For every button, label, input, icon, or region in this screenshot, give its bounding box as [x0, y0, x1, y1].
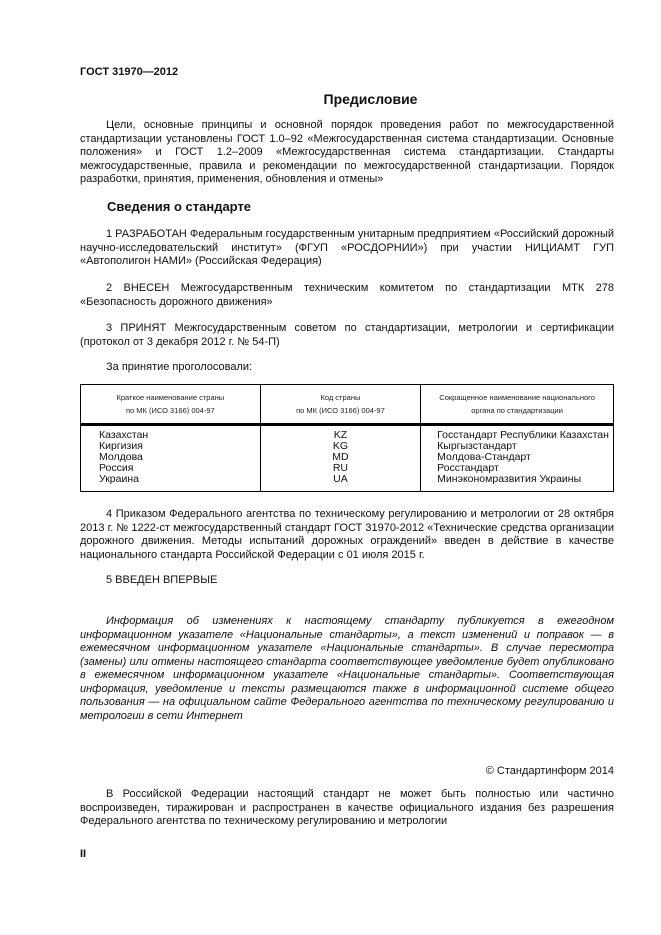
header-code: Код страны по МК (ИСО 3166) 004-97 — [260, 385, 420, 425]
voting-table — [80, 384, 614, 492]
standard-info-title: Сведения о стандарте — [107, 199, 252, 214]
code-column — [260, 425, 420, 492]
country-cell: Украина — [99, 473, 139, 485]
body-cell: Росстандарт — [437, 462, 499, 474]
amendments-notice: Информация об изменениях к настоящему стандарту публикуется в ежегодном информационном указателе «Национальные стандарты», а текст изменений и поправок — в ежемесячном информационном указателе «Национальные стандарты». В случае пересмотра (замены) или отмены настоящего стандарта соответствующее уведомление будет опубликовано в ежемесячном информационном указателе «Национальные стандарты». Соответствующая информация, уведомление и тексты размещаются также в информационной системе общего пользования — на официальном сайте Федерального агентства по техническому регулированию и метрологии в сети Интернет — [80, 615, 614, 722]
document-code: ГОСТ 31970—2012 — [80, 66, 179, 78]
info-item-3: 3 ПРИНЯТ Межгосударственным советом по стандартизации, метрологии и сертификации (протокол от 3 декабря 2012 г. № 54-П) — [80, 322, 614, 348]
table-header-row — [81, 385, 614, 425]
table-row — [81, 425, 614, 492]
body-cell: Кыргызстандарт — [437, 440, 517, 452]
reproduction-rights: В Российской Федерации настоящий стандарт не может быть полностью или частично воспроизведен, тиражирован и распространен в качестве официального издания без разрешения Федерального агентства по техническому регулированию и метрологии — [80, 788, 614, 827]
country-cell: Молдова — [99, 451, 143, 463]
country-cell: Киргизия — [99, 440, 143, 452]
body-cell: Молдова-Стандарт — [437, 451, 531, 463]
code-cell: UA — [333, 473, 348, 485]
vote-label: За принятие проголосовали: — [106, 361, 253, 373]
country-column — [81, 425, 261, 492]
info-item-2: 2 ВНЕСЕН Межгосударственным техническим комитетом по стандартизации МТК 278 «Безопасность дорожного движения» — [80, 282, 614, 308]
country-cell: Россия — [99, 462, 134, 474]
page-number: II — [80, 848, 87, 860]
body-column — [421, 425, 614, 492]
body-cell: Минэкономразвития Украины — [437, 473, 582, 485]
code-cell: RU — [332, 462, 349, 474]
header-body: Сокращенное наименование национального органа по стандартизации — [421, 385, 614, 425]
code-cell: KZ — [333, 429, 348, 441]
info-item-1: 1 РАЗРАБОТАН Федеральным государственным унитарным предприятием «Российский дорожный научно-исследовательский институт» (ФГУП «РОСДОРНИИ») при участии НИЦИАМТ ГУП «Автополигон НАМИ» (Российская Федерация) — [80, 228, 614, 267]
header-country: Краткое наименование страны по МК (ИСО 3166) 004-97 — [81, 385, 261, 425]
body-cell: Госстандарт Республики Казахстан — [437, 429, 609, 441]
code-cell: MD — [332, 451, 349, 463]
copyright: © Стандартинформ 2014 — [485, 765, 614, 777]
code-cell: KG — [332, 440, 349, 452]
country-cell: Казахстан — [99, 429, 149, 441]
info-item-4: 4 Приказом Федерального агентства по техническому регулированию и метрологии от 28 октября 2013 г. № 1222-ст межгосударственный стандарт ГОСТ 31970-2012 «Технические средства организации дорожного движения. Методы испытаний дорожных ограждений» введен в действие в качестве национального стандарта Российской Федерации с 01 июля 2015 г. — [80, 508, 614, 561]
info-item-5: 5 ВВЕДЕН ВПЕРВЫЕ — [106, 574, 218, 586]
foreword-title: Предисловие — [323, 91, 418, 107]
foreword-text: Цели, основные принципы и основной порядок проведения работ по межгосударственной стандартизации установлены ГОСТ 1.0–92 «Межгосударственная система стандартизации. Основные положения» и ГОСТ 1.2–2009 «Межгосударственная система стандартизации. Стандарты межгосударственные, правила и рекомендации по межгосударственной стандартизации. Порядок разработки, принятия, применения, обновления и отмены» — [80, 119, 614, 185]
